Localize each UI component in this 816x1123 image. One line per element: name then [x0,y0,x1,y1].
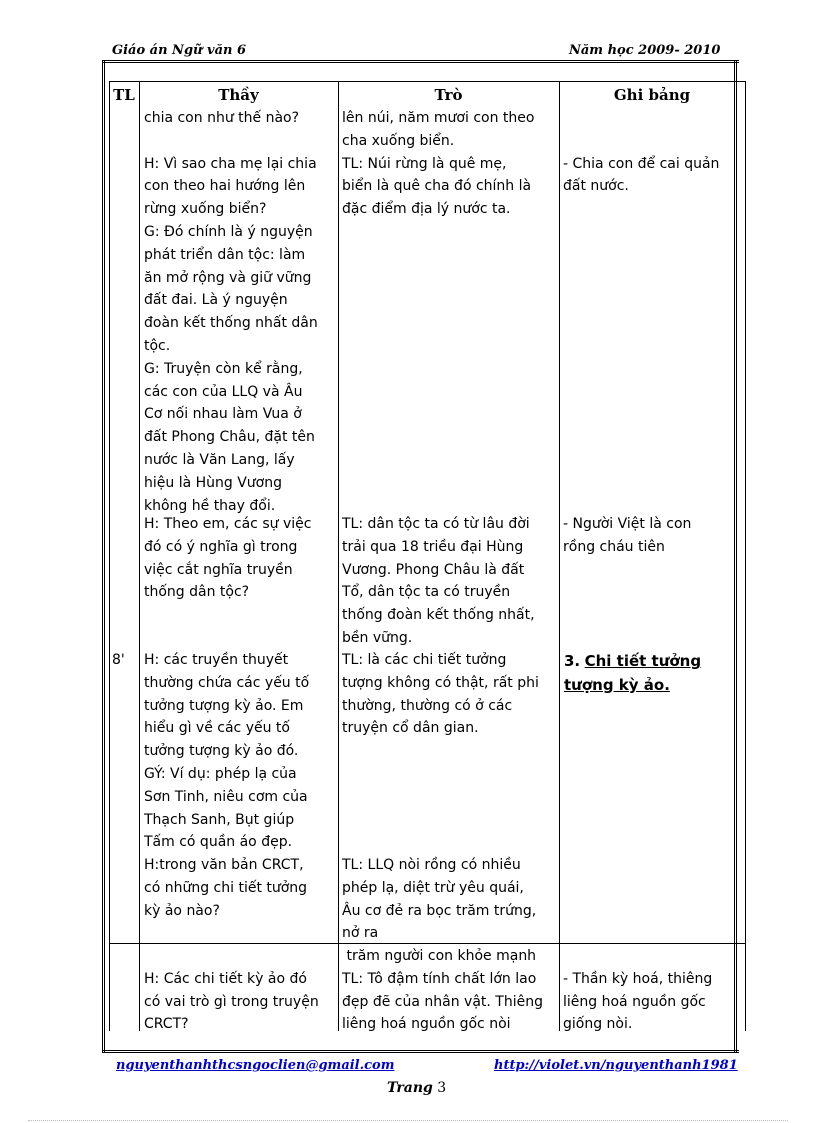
tro-cell-block-3a [342,649,558,740]
column-header-thay: Thầy [218,86,259,104]
cell-line [144,130,338,153]
cell-line: phép lạ, diệt trừ yêu quái, [342,879,524,896]
cell-line: hiểu gì về các yếu tố [144,720,290,737]
cell-line: liêng hoá nguồn gốc nòi [342,1016,511,1033]
section-number: 3. [564,652,581,670]
page-bottom-rule [28,1120,788,1121]
cell-line: H: Vì sao cha mẹ lại chia [144,155,317,172]
cell-line: rừng xuống biển? [144,201,267,218]
header-school-year: Năm học 2009- 2010 [569,43,721,58]
table-left-border [109,81,110,1031]
thay-cell-block-1 [144,107,338,517]
footer-email-link[interactable]: nguyenthanhthcsngoclien@gmail.com [116,1058,395,1073]
section-heading [564,650,746,698]
cell-line: liêng hoá nguồn gốc [563,993,706,1010]
cell-line: - Người Việt là con [563,516,692,532]
cell-line: nở ra [342,925,379,942]
ghi-cell-block-1 [563,107,745,198]
cell-line: TL: LLQ nòi rồng có nhiều [342,857,521,873]
cell-line: thống dân tộc? [144,584,250,601]
column-header-ghi-bang: Ghi bảng [613,86,691,104]
cell-line: tộc. [144,337,171,354]
cell-line: tưởng tượng kỳ ảo đó. [144,743,299,760]
cell-line: giống nòi. [563,1016,633,1033]
cell-line: CRCT? [144,1016,189,1033]
cell-line: Thạch Sanh, Bụt giúp [144,811,295,828]
cell-line: TL: Tô đậm tính chất lớn lao [342,970,537,987]
cell-line: - Chia con để cai quản [563,155,720,172]
table-right-border [745,81,746,1031]
cell-line: đó có ý nghĩa gì trong [144,538,298,555]
cell-line: GÝ: Ví dụ: phép lạ của [144,765,297,782]
cell-line: không hề thay đổi. [144,497,276,514]
cell-line: các con của LLQ và Âu [144,383,303,400]
cell-line: phát triển dân tộc: làm [144,246,306,263]
cell-line: TL: là các chi tiết tưởng [342,652,507,668]
cell-line: bền vững. [342,629,413,646]
cell-line: Tấm có quần áo đẹp. [144,834,293,851]
thay-cell-block-4 [144,945,338,1036]
cell-line: việc cắt nghĩa truyền [144,561,293,578]
column-header-tro: Trò [434,86,463,104]
cell-line: chia con như thế nào? [144,110,300,126]
page-number-value: 3 [437,1080,447,1096]
cell-line: Cơ nối nhau làm Vua ở [144,406,302,423]
cell-line: cha xuống biển. [342,132,455,149]
cell-line: nước là Văn Lang, lấy [144,451,295,468]
cell-line: có vai trò gì trong truyện [144,993,319,1010]
section-title-line-2: tượng kỳ ảo. [564,675,670,694]
col-divider-2 [338,81,339,1031]
cell-line [144,945,338,968]
cell-line: có những chi tiết tưởng [144,879,308,896]
cell-line: tượng không có thật, rất phi [342,674,539,691]
page-label: Trang [387,1080,433,1096]
page-border-top [102,60,739,66]
cell-line: TL: Núi rừng là quê mẹ, [342,155,507,172]
cell-line: - Thần kỳ hoá, thiêng [563,970,713,987]
cell-line: H: Theo em, các sự việc [144,516,312,532]
cell-line: thống đoàn kết thống nhất, [342,607,535,624]
tro-cell-block-2 [342,513,558,650]
cell-line: hiệu là Hùng Vương [144,474,283,491]
cell-line: kỳ ảo nào? [144,902,220,919]
cell-line: đẹp đẽ của nhân vật. Thiêng [342,993,543,1010]
cell-line: G: Truyện còn kể rằng, [144,360,303,377]
table-top-border [109,81,746,82]
cell-line: H: Các chi tiết kỳ ảo đó [144,970,307,987]
thay-cell-block-2 [144,513,338,604]
time-cell: 8' [112,652,125,668]
cell-line: H:trong văn bản CRCT, [144,857,304,874]
tro-cell-block-3b [342,854,558,945]
cell-line: biển là quê cha đó chính là [342,178,532,195]
thay-cell-block-3 [144,649,338,923]
cell-line: đất đai. Là ý nguyện [144,292,288,309]
cell-line: thường, thường có ở các [342,697,513,714]
cell-line: ăn mở rộng và giữ vững [144,269,312,286]
cell-line [563,945,745,968]
cell-line: truyện cổ dân gian. [342,720,479,737]
cell-line: Âu cơ đẻ ra bọc trăm trứng, [342,902,537,919]
cell-line: đoàn kết thống nhất dân [144,315,318,332]
page-border-left [102,60,105,1052]
ghi-cell-block-2 [563,513,745,559]
cell-line [563,130,745,153]
section-title-line-1: Chi tiết tưởng [584,652,702,670]
cell-line: Sơn Tinh, niêu cơm của [144,788,308,805]
cell-line: H: các truyền thuyết [144,652,289,668]
tro-cell-block-4 [342,945,558,1036]
cell-line: đất Phong Châu, đặt tên [144,429,315,446]
column-header-tl: TL [113,86,135,104]
cell-line: Tổ, dân tộc ta có truyền [342,584,511,601]
ghi-cell-block-4 [563,945,745,1036]
page-border-bottom [102,1050,739,1057]
cell-line: Vương. Phong Châu là đất [342,561,525,578]
cell-line: trải qua 18 triều đại Hùng [342,538,524,555]
cell-line: rồng cháu tiên [563,538,665,555]
footer-website-link[interactable]: http://violet.vn/nguyenthanh1981 [494,1058,738,1073]
cell-line: con theo hai hướng lên [144,178,306,195]
header-title: Giáo án Ngữ văn 6 [112,43,247,58]
cell-line: thường chứa các yếu tố [144,674,310,691]
col-divider-1 [139,81,140,1031]
page-number [387,1080,446,1096]
cell-line: lên núi, năm mươi con theo [342,110,535,126]
cell-line: đặc điểm địa lý nước ta. [342,201,511,218]
tro-cell-block-1 [342,107,558,221]
cell-line: đất nước. [563,178,629,195]
cell-line: TL: dân tộc ta có từ lâu đời [342,516,530,532]
col-divider-3 [559,81,560,1031]
cell-line: G: Đó chính là ý nguyện [144,223,313,240]
cell-line: tưởng tượng kỳ ảo. Em [144,697,304,714]
cell-line [563,107,745,130]
cell-line: trăm người con khỏe mạnh [342,948,537,964]
